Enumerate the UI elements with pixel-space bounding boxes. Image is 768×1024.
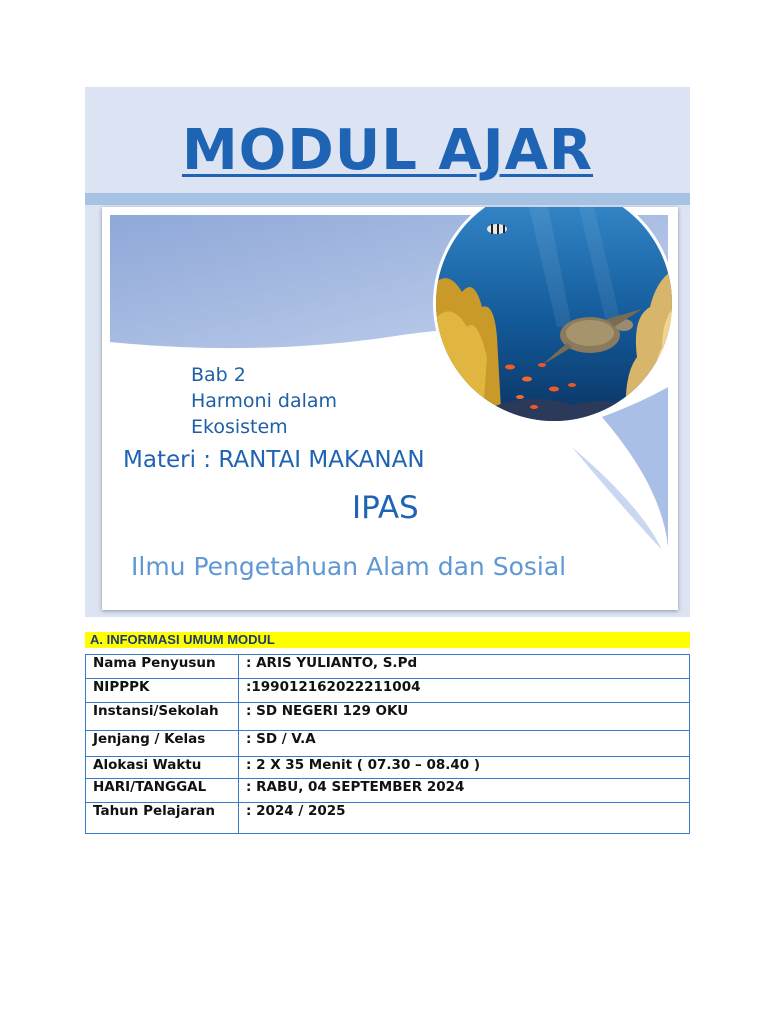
row-value: : 2 X 35 Menit ( 07.30 – 08.40 ) — [239, 757, 690, 779]
chapter-line: Bab 2 — [191, 364, 246, 386]
row-value: : 2024 / 2025 — [239, 803, 690, 834]
document-title: MODUL AJAR — [181, 117, 594, 183]
row-value: : RABU, 04 SEPTEMBER 2024 — [239, 779, 690, 803]
materi-label: Materi : RANTAI MAKANAN — [123, 447, 425, 473]
row-label: Jenjang / Kelas — [86, 731, 239, 757]
table-row — [86, 731, 690, 757]
table-row — [86, 757, 690, 779]
chapter-line: Ekosistem — [191, 416, 288, 438]
info-table — [85, 654, 690, 834]
subject-full-label: Ilmu Pengetahuan Alam dan Sosial — [131, 552, 567, 581]
row-value: : ARIS YULIANTO, S.Pd — [239, 655, 690, 679]
row-value: :199012162022211004 — [239, 679, 690, 703]
row-label: Tahun Pelajaran — [86, 803, 239, 834]
section-heading: A. INFORMASI UMUM MODUL — [85, 632, 690, 648]
row-value: : SD / V.A — [239, 731, 690, 757]
table-row — [86, 679, 690, 703]
row-label: Instansi/Sekolah — [86, 703, 239, 731]
row-label: HARI/TANGGAL — [86, 779, 239, 803]
row-label: Alokasi Waktu — [86, 757, 239, 779]
table-row — [86, 803, 690, 834]
row-value: : SD NEGERI 129 OKU — [239, 703, 690, 731]
row-label: Nama Penyusun — [86, 655, 239, 679]
title-band — [85, 87, 690, 193]
table-row — [86, 779, 690, 803]
cover-panel — [85, 87, 690, 617]
table-row — [86, 703, 690, 731]
title-rule — [85, 193, 690, 205]
slide-background — [102, 207, 678, 610]
chapter-heading — [191, 362, 337, 440]
row-label: NIPPPK — [86, 679, 239, 703]
table-row — [86, 655, 690, 679]
chapter-line: Harmoni dalam — [191, 390, 338, 412]
subject-label: IPAS — [352, 490, 419, 526]
cover-slide — [102, 207, 678, 610]
